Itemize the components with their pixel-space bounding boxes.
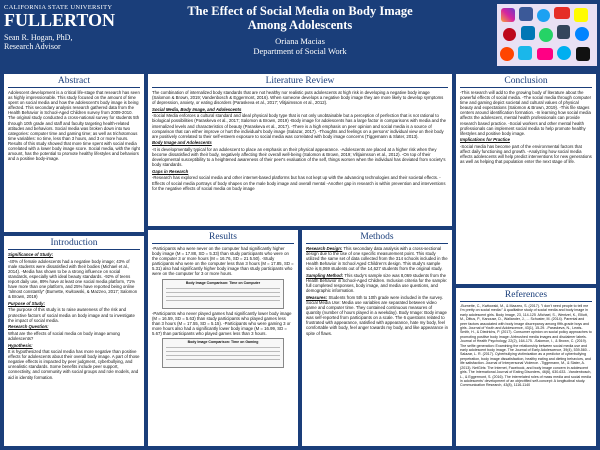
table-row xyxy=(166,290,280,293)
table-row xyxy=(166,298,280,301)
university-logo xyxy=(4,4,120,51)
conclusion-text: -This research will add to the growing body of literature about the powerful effects of social media. -The social media through computer time and gaming depict societal and cultural values of physical beauty and expectations (Salomon & Brown, 2019). -This file stages centers around identification formation. -In learning how social media affects the adolescent, mental health professionals can provide research based practice. -Social workers and other mental health professionals can implement social media to help promote healthy lifestyles and positive body image. xyxy=(460,90,592,136)
methods-heading: Methods xyxy=(306,232,448,244)
literature-intro-text: The combination of internalized body standards that are not healthy nor realistic puts adolescents at high risk in developing a negative body image (Salomon & Brown, 2019; Vandenbosch & Eggermont, 2016). When someone develops a negative body image they are more likely to develop symptoms of depression, anxiety, or eating disorders (Paraskeva et al., 2017; Vlitjaimsson et al., 2012). xyxy=(152,90,444,106)
poster-header xyxy=(0,0,600,74)
table-row xyxy=(166,357,280,360)
tumblr-icon xyxy=(557,25,570,39)
results-table-gaming xyxy=(162,338,284,368)
facebook-icon xyxy=(519,7,533,21)
poster-title-line2: Among Adolescents xyxy=(247,18,353,32)
table-row xyxy=(166,353,280,356)
literature-sub-gaps: Gaps in Research xyxy=(152,168,189,174)
significance-label: Significance of Study: xyxy=(8,252,54,257)
advisor-name: Sean R. Hogan, PhD, xyxy=(4,33,73,42)
youtube-icon xyxy=(554,7,570,19)
campus-name: FULLERTON xyxy=(4,10,116,30)
literature-review-heading: Literature Review xyxy=(152,76,448,88)
linkedin-icon xyxy=(521,26,535,40)
snapchat-icon xyxy=(574,8,588,22)
poster-title-line1: The Effect of Social Media on Body Image xyxy=(187,4,413,18)
results-gaming-text: -Participants who never played games had significantly lower body image (M = 16.59, SD = 5.63) than study participants who played games less than 3 hours (M = 17.55, SD = 5.15). -Participants who were gaming 3 or more hours also had a significantly lower body image (M = 16.99, SD = 5.67) than participants who played games less than 3 hours. xyxy=(152,310,292,336)
conclusion-heading: Conclusion xyxy=(460,76,592,88)
introduction-heading: Introduction xyxy=(8,238,140,250)
results-computer-text: -Participants who were never on the computer had significantly higher body image (M = 17.88, SD = 5.33) than study participants who were on the computer 3 or more hours (M = 16.76, SD = 21 5.50). -Study participants who were on the computer less than 3 hours (M = 17.85, SD = 5.31) also had significantly higher body image than study participants who were on the computer for 3 or more hours. xyxy=(152,246,294,277)
literature-sub-social-media: Social Media, Body Image, and Adolescents xyxy=(152,106,242,112)
results-table-gaming-caption: Body Image Comparison: Time on Gaming xyxy=(187,340,259,345)
significance-text: -40% of female adolescents had a negative body image; 43% of male students were dissatisfied with their bodies (Michael et al., 2014). -Media has shown to be a strong influence on social standards, especially with ideal beauty standards. -92% of teens report daily use, 89% have at least one social media platform, 71% have more than one platform, and 25% have reported being online "almost constantly" (Burnette, Kwitowski, & Mazzeo, 2017; Salomon & Brown, 2019) xyxy=(8,258,138,300)
university-name: CALIFORNIA STATE UNIVERSITY xyxy=(4,4,113,11)
table-row xyxy=(166,286,280,289)
introduction-panel xyxy=(4,236,144,446)
measures-text: Students from 5th to 10th grade were included in the survey. Social Media Use: Media use variables are separated between video game and computer time. They contained continuous measures of quantity (number of hours played in a weekday). Body Image: Body image was self-reported from participants on a scale. The 6 questions related to frustrated with appearance, satisfied with appearance, hate my body, feel comfortable with body, feel anger towards my body, and like appearance in spite of flaws. xyxy=(306,294,448,336)
flickr-icon xyxy=(537,48,553,60)
references-text: -Burnette, C., Kwitowski, M., & Mazzeo, S. (2017). "I don't need people to tell me I'm pretty on social media:" A qualitative study of social media and body image in early adolescent girls. Body Image, 23, 114-125 -Michael, S., Wentzel, K., Elliott, M., Dittus, P., Kanouse, D., Wallander, J., ... Schuster, M. (2014). Parental and peer factors associated with body image discrepancy among fifth-grade boys and girls. Journal of Youth and Adolescence, 43(1), 15-29. -Paraskeva, N., Lewis-Smith, H., & Diedrichs, P. (2017). Consumer opinion on social policy approaches to promoting positive body image: Airbrushed media images and disclaimer labels. Journal of Health Psychology, 22(2), 164-175. -Salomon, I., & Brown, C. (2019). The selfie generation: Examining the relationship between social media use and early adolescent body image. The Journal of Early Adolescence, 39(4), 539-560. -Salazar, L. R. (2017). Cyberbullying victimization as a predictor of cyberbullying perpetration, body image dissatisfaction, healthy eating and dieting behaviors, and life satisfaction. Journal of Interpersonal Violence. -Tiggemann, M., & Slater, A. (2013). NetGirls: The Internet, Facebook, and body image concern in adolescent girls. The International Journal of Eating Disorders, 46(6), 630-633. -Vandenbosch, L., & Eggermont, S. (2016). The interrelated roles of mass media and social media in adolescents' development of an objectified self-concept: A longitudinal study. Communication Research, 43(8), 1116-1140 xyxy=(460,304,592,388)
results-panel xyxy=(148,230,298,446)
twitter-icon xyxy=(537,9,550,22)
social-media-icons-collage xyxy=(497,4,597,66)
results-heading: Results xyxy=(152,232,294,244)
sampling-method-label: Sampling Method: xyxy=(306,272,344,278)
research-question-label: Research Question: xyxy=(8,324,49,330)
implications-label: Implications for Practice xyxy=(460,137,510,143)
advisor-role: Research Advisor xyxy=(4,42,61,51)
whatsapp-icon xyxy=(539,28,553,42)
hypothesis-label: Hypothesis: xyxy=(8,342,33,348)
instagram-icon xyxy=(501,8,515,22)
research-design-text: This secondary data analysis with a cross-sectional design due to the use of one specific measurement point. This study utilized the same set of data collected from the 314 schools included in the Health Behavior in School Aged Children's design. This study's sample size is 8,069 students out of the 14,627 students from the original study. xyxy=(306,246,448,272)
results-table-computer-caption: Body Image Comparison: Time on Computer xyxy=(185,280,261,285)
literature-review-panel xyxy=(148,74,452,226)
conclusion-panel xyxy=(456,74,596,284)
poster-title-block xyxy=(150,4,450,56)
research-question-text: What are the effects of social media on body image among adolescents? xyxy=(8,330,120,341)
research-design-label: Research Design: xyxy=(306,246,343,251)
literature-gaps-text: -Research has explored social media and other internet-based platforms but has not kept up with the advancing technologies and their societal effects. -Effects of social media portrays of body shapes on the male body image and overall mental -Another gap in research is within prevention and interventions for the negative effects of social media on body image xyxy=(152,175,446,191)
references-heading: References xyxy=(460,290,592,302)
table-row xyxy=(166,345,280,348)
tiktok-icon xyxy=(576,47,590,61)
literature-sub-body-image: Body Image and Adolescents xyxy=(152,140,212,146)
abstract-text: Adolescent development is a critical life-stage that research has seen as highly impressionable. This study focused on the amount of time spent on social media and how the adolescent's body image is being affected. This secondary analysis research gathered data from the Health Behavior in School-Aged Children survey from 2009-2010. The original study conducted a cross-national survey for students 5th through 10th grade and staff and faculty targeting health-related attitudes and behaviors. Social media was broken down into two categories: computer time and gaming time; as well as trichotomous time variables: no time, less than 3 hours, and 3 or more hours. Results of this study showed that more time spent with social media correlated with a lower body image score. Social media, with the right amount, has the potential to promote healthy lifestyles and behaviors and a positive body-image. xyxy=(8,90,140,162)
skype-icon xyxy=(557,46,571,60)
department-name: Department of Social Work xyxy=(253,46,347,56)
reddit-icon xyxy=(500,47,514,61)
references-panel xyxy=(456,288,596,446)
vimeo-icon xyxy=(518,46,532,60)
table-row xyxy=(166,349,280,352)
table-row xyxy=(166,294,280,297)
abstract-panel xyxy=(4,74,144,232)
purpose-label: Purpose of Study: xyxy=(8,300,46,306)
literature-social-media-text: -Social Media enforces a cultural standard and ideal physical body type that is not only unobtainable but a perception of perfection that is not rational to biological possibilities (Paraskeva et al., 2017; Salomon & Brown, 2019) -Body image for adolescents has a large factor in comparisons with media and the internalized levels and characteristics of beauty (Paraskeva et al., 2017). -There is a high emphasis on peer opinion and social media is a source of comparison that can either improve or hurt the individual's body image (Salazar, 2017). -Thoughts and feelings on a persons' individual view on their body are positively correlated to their self-esteem exposure to social media was correlated with body image concerns (Tiggemann & Slater, 2013). xyxy=(152,113,447,139)
hypothesis-text: It is hypothesized that social media has more negative than positive effects for adolescents about their overall body image. A part of those negative effects is impacted by peer judgment, cyberbullying, and unrealistic standards. Some benefits include peer support, connectivity, and community with social groups and role models, and aid in identity formation. xyxy=(8,349,140,380)
author-name: Oriana Macias xyxy=(275,36,325,46)
measures-label: Measures: xyxy=(306,294,328,300)
messenger-icon xyxy=(575,27,589,41)
methods-panel xyxy=(302,230,452,446)
literature-body-image-text: -It is developmentally typical for an adolescent to place an emphasis on their physical appearance. -Adolescents are placed at a higher risk when they become dissatisfied with their body, negatively affecting their overall well-being (Salomon & Brown, 2019; Vlitjaimsson et al., 2012). -On top of their developmental susceptibility to a heightened awareness of their peer's evaluation of the self, things worsen when the individual has deviated from society's body standards. xyxy=(152,146,446,168)
sampling-method-text: This study's sample size was 8,069 students from the Health Behavior in School-Aged Children. Inclusion criteria for the sample: full completed responses, body image, and media use questions, and demographic information. xyxy=(306,272,448,294)
abstract-heading: Abstract xyxy=(8,76,140,88)
results-table-computer xyxy=(162,279,284,309)
pinterest-icon xyxy=(503,28,516,41)
purpose-text: The purpose of this study is to raise awareness of the risk and protective factors of social media on body image and to investigate the impact of social media. xyxy=(8,307,135,323)
implications-text: -Social media has become part of the environmental factors that affect daily functioning and growth. -Analyzing how social media effects adolescents will help predict interventions for new generations as well as helping that population enter the next stage of life. xyxy=(460,143,592,165)
